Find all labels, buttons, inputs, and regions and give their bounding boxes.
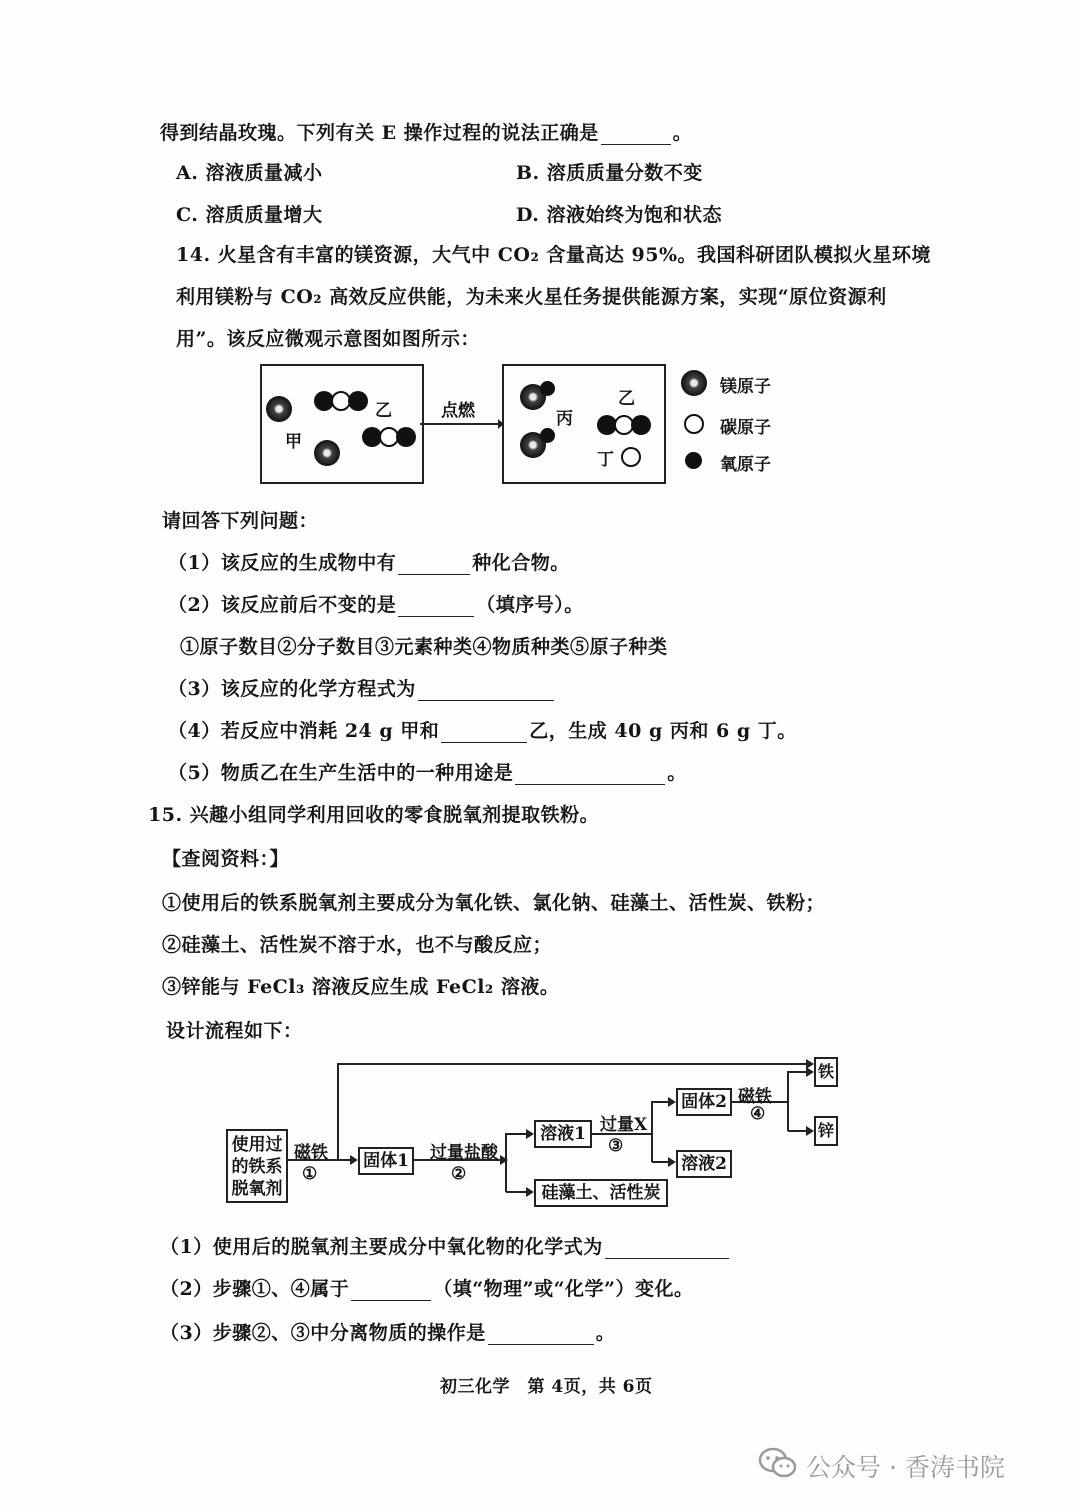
legend-mg-label: 镁原子 [720,377,771,397]
label-yi-right: 乙 [618,389,635,409]
step1-number: ① [302,1164,318,1184]
answer-blank[interactable] [605,1240,729,1259]
q15-ref-title: 【查阅资料：】 [162,848,290,870]
q13-option-a: A. 溶液质量减小 [176,162,323,184]
q15-ref1: ①使用后的铁系脱氧剂主要成分为氧化铁、氯化钠、硅藻土、活性炭、铁粉； [162,892,826,914]
legend-c-label: 碳原子 [720,418,771,438]
q15-ref2: ②硅藻土、活性炭不溶于水，也不与酸反应； [162,934,553,956]
label-yi-left: 乙 [375,401,392,421]
solid2-box: 固体2 [676,1088,732,1116]
q15-stem: 15. 兴趣小组同学利用回收的零食脱氧剂提取铁粉。 [148,804,600,826]
label-jia: 甲 [285,432,302,452]
zinc-box: 锌 [814,1116,838,1146]
q15-ref3: ③锌能与 FeCl₃ 溶液反应生成 FeCl₂ 溶液。 [162,976,560,998]
watermark-text: 公众号 · 香涛书院 [806,1453,1005,1482]
q14-sub2: （2）该反应前后不变的是 （填序号）。 [168,594,584,616]
q15-sub2: （2）步骤①、④属于 （填“物理”或“化学”）变化。 [160,1278,694,1300]
q13-option-d: D. 溶液始终为饱和状态 [516,204,723,226]
q14-sub4: （4）若反应中消耗 24 g 甲和 乙，生成 40 g 丙和 6 g 丁。 [168,720,797,742]
step4-number: ④ [750,1104,766,1124]
flow-start-box: 使用过 的铁系 脱氧剂 [226,1129,288,1203]
q14-line2: 利用镁粉与 CO₂ 高效反应供能，为未来火星任务提供能源方案，实现“原位资源利 [176,286,887,308]
q15-sub3: （3）步骤②、③中分离物质的操作是 。 [160,1322,616,1344]
q14-sub5: （5）物质乙在生产生活中的一种用途是 。 [168,762,687,784]
label-ding: 丁 [597,450,614,470]
q14-line1: 14. 火星含有丰富的镁资源，大气中 CO₂ 含量高达 95%。我国科研团队模拟火星环境 [176,244,932,266]
q14-sub3: （3）该反应的化学方程式为 [168,674,556,701]
solution1-box: 溶液1 [534,1120,592,1148]
step2-label: 过量盐酸 [430,1143,498,1163]
solution2-box: 溶液2 [676,1150,732,1178]
answer-blank[interactable] [488,1326,594,1345]
step4-label: 磁铁 [738,1087,772,1107]
answer-blank[interactable] [351,1282,431,1301]
q14-sub1: （1）该反应的生成物中有 种化合物。 [168,552,570,574]
q13-stem: 得到结晶玫瑰。下列有关 E 操作过程的说法正确是 。 [160,122,693,144]
q15-design: 设计流程如下： [166,1020,303,1042]
arrow-label: 点燃 [441,401,475,421]
step3-label: 过量X [600,1115,648,1135]
q13-option-c: C. 溶质质量增大 [176,204,323,226]
solid1-box: 固体1 [358,1147,414,1175]
q14-line3: 用”。该反应微观示意图如图所示： [176,328,480,350]
residue-box: 硅藻土、活性炭 [534,1179,668,1207]
step2-number: ② [451,1164,467,1184]
page-footer: 初三化学 第 4页，共 6页 [440,1377,653,1397]
q15-sub1: （1）使用后的脱氧剂主要成分中氧化物的化学式为 [160,1232,731,1259]
q14-sub2-options: ①原子数目②分子数目③元素种类④物质种类⑤原子种类 [180,636,668,658]
iron-box: 铁 [814,1057,838,1087]
q13-option-b: B. 溶质质量分数不变 [516,162,703,184]
label-bing: 丙 [556,409,573,429]
step1-label: 磁铁 [294,1143,328,1163]
step3-number: ③ [608,1136,624,1156]
q14-prompt: 请回答下列问题： [162,510,319,532]
legend-o-label: 氧原子 [720,455,771,475]
wechat-icon [758,1446,798,1480]
